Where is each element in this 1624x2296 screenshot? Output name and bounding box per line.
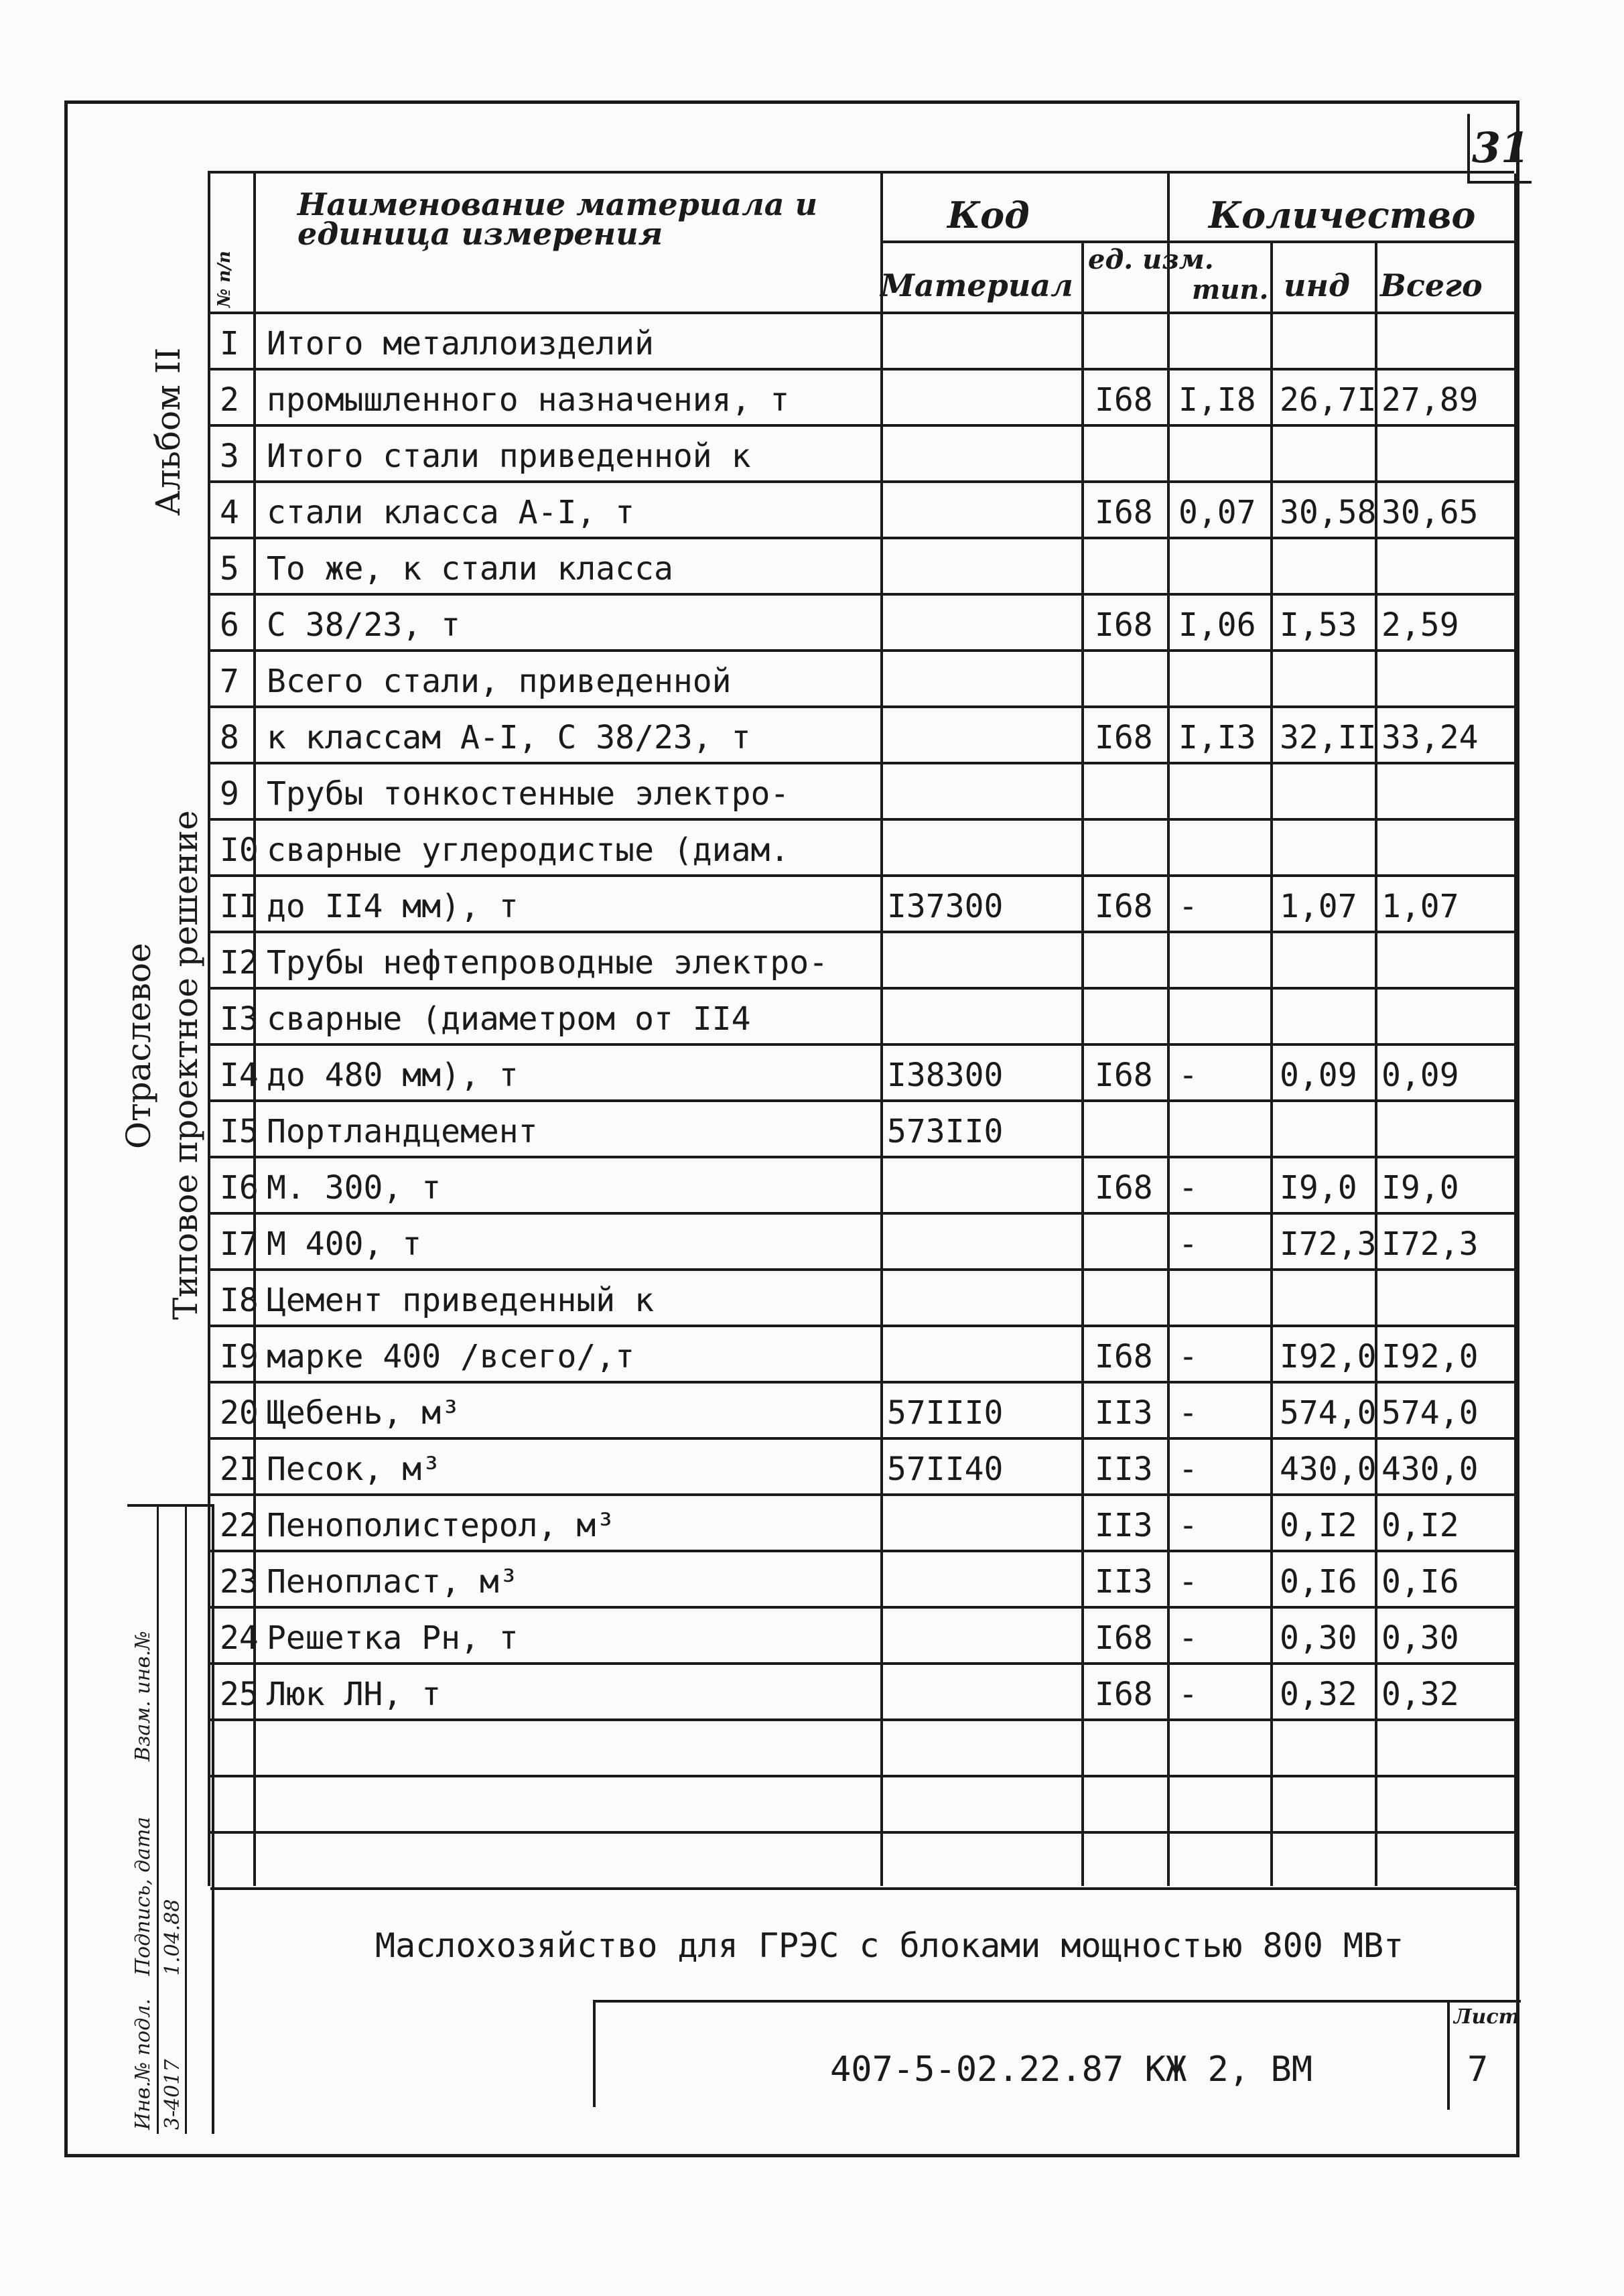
row-total-qty: 430,0 — [1381, 1450, 1479, 1488]
row-name: Всего стали, приведенной — [267, 663, 732, 700]
side-inv-value: 3-4017 — [161, 2059, 184, 2130]
table-row — [210, 1046, 1517, 1102]
row-number: 4 — [220, 494, 239, 531]
row-number: 7 — [220, 663, 239, 700]
row-unit: I68 — [1095, 888, 1153, 925]
table-row — [210, 1496, 1517, 1552]
table-row — [210, 427, 1517, 483]
table-row — [210, 1383, 1517, 1440]
table-row — [210, 1102, 1517, 1158]
row-number: I9 — [220, 1338, 259, 1375]
row-unit: I68 — [1095, 1057, 1153, 1094]
row-typical-qty: - — [1178, 1507, 1198, 1544]
row-number: I2 — [220, 944, 259, 982]
table-row-empty — [210, 1721, 1517, 1777]
row-number: 9 — [220, 775, 239, 813]
header-code: Код — [947, 194, 1030, 237]
table-row — [210, 1665, 1517, 1721]
side-date-value: 1.04.88 — [161, 1899, 184, 1976]
row-typical-qty: - — [1178, 1450, 1198, 1488]
document-code: 407-5-02.22.87 КЖ 2, ВМ — [830, 2049, 1313, 2090]
row-number: 3 — [220, 437, 239, 475]
row-name: М. 300, т — [267, 1169, 442, 1207]
side-stamp-line — [157, 1507, 159, 2134]
row-name: стали класса А-I, т — [267, 494, 635, 531]
row-typical-qty: 0,07 — [1178, 494, 1256, 531]
row-typical-qty: - — [1178, 1225, 1198, 1263]
row-number: I6 — [220, 1169, 259, 1207]
row-number: 24 — [220, 1619, 259, 1657]
row-name: С 38/23, т — [267, 606, 460, 644]
materials-table — [208, 171, 1514, 1886]
table-row — [210, 1440, 1517, 1496]
sheet-box — [1447, 2003, 1521, 2110]
table-row — [210, 483, 1517, 539]
page-number: 31 — [1467, 114, 1532, 184]
row-typical-qty: - — [1178, 1676, 1198, 1713]
table-row — [210, 877, 1517, 933]
row-individual-qty: 574,0 — [1280, 1394, 1377, 1432]
row-name: до 480 мм), т — [267, 1057, 519, 1094]
table-row — [210, 370, 1517, 427]
row-number: 20 — [220, 1394, 259, 1432]
table-row-empty — [210, 1777, 1517, 1834]
row-name: Итого стали приведенной к — [267, 437, 751, 475]
row-number: I0 — [220, 831, 259, 869]
row-unit: I68 — [1095, 1619, 1153, 1657]
row-unit: I68 — [1095, 1676, 1153, 1713]
row-typical-qty: I,I8 — [1178, 381, 1256, 419]
table-body — [210, 314, 1517, 1890]
row-total-qty: 0,I6 — [1381, 1563, 1459, 1601]
table-row — [210, 539, 1517, 596]
side-sign-label: Подпись, дата — [131, 1816, 155, 1976]
row-typical-qty: - — [1178, 1394, 1198, 1432]
row-material-code: I37300 — [887, 888, 1004, 925]
row-individual-qty: 0,09 — [1280, 1057, 1357, 1094]
side-inv-label: Инв.№ подл. — [131, 1999, 155, 2130]
header-tip: тип. — [1192, 274, 1269, 306]
row-unit: II3 — [1095, 1563, 1153, 1601]
title-stamp — [593, 2000, 1521, 2107]
row-typical-qty: I,06 — [1178, 606, 1256, 644]
row-number: 6 — [220, 606, 239, 644]
row-material-code: I38300 — [887, 1057, 1004, 1094]
row-individual-qty: 0,I2 — [1280, 1507, 1357, 1544]
row-individual-qty: 430,0 — [1280, 1450, 1377, 1488]
row-name: Портландцемент — [267, 1113, 538, 1150]
table-row — [210, 1215, 1517, 1271]
row-individual-qty: 0,I6 — [1280, 1563, 1357, 1601]
row-number: I4 — [220, 1057, 259, 1094]
side-stamp — [127, 1504, 214, 2134]
row-name: сварные углеродистые (диам. — [267, 831, 790, 869]
table-row — [210, 1327, 1517, 1383]
row-typical-qty: - — [1178, 1338, 1198, 1375]
row-number: I5 — [220, 1113, 259, 1150]
row-individual-qty: I72,3 — [1280, 1225, 1377, 1263]
row-total-qty: 0,09 — [1381, 1057, 1459, 1094]
row-number: 25 — [220, 1676, 259, 1713]
row-name: сварные (диаметром от II4 — [267, 1000, 751, 1038]
row-typical-qty: - — [1178, 1619, 1198, 1657]
row-name: Решетка Рн, т — [267, 1619, 519, 1657]
header-material: Материал — [880, 267, 1073, 303]
row-name: Щебень, м³ — [267, 1394, 460, 1432]
row-name: до II4 мм), т — [267, 888, 519, 925]
header-ind: инд — [1284, 267, 1350, 303]
row-name: Итого металлоизделий — [267, 325, 654, 362]
table-row — [210, 1271, 1517, 1327]
row-name: То же, к стали класса — [267, 550, 673, 588]
row-unit: I68 — [1095, 1338, 1153, 1375]
row-name: марке 400 /всего/,т — [267, 1338, 635, 1375]
header-total: Всего — [1380, 267, 1483, 303]
row-name: Люк ЛН, т — [267, 1676, 442, 1713]
row-material-code: 57III0 — [887, 1394, 1004, 1432]
row-name: Пенопласт, м³ — [267, 1563, 519, 1601]
row-total-qty: 0,I2 — [1381, 1507, 1459, 1544]
row-individual-qty: 1,07 — [1280, 888, 1357, 925]
table-row — [210, 314, 1517, 370]
row-typical-qty: - — [1178, 1169, 1198, 1207]
row-total-qty: 27,89 — [1381, 381, 1479, 419]
row-total-qty: I72,3 — [1381, 1225, 1479, 1263]
row-total-qty: 2,59 — [1381, 606, 1459, 644]
table-row — [210, 1552, 1517, 1609]
table-row — [210, 933, 1517, 990]
header-name: Наименование материала и единица измерения — [297, 186, 818, 252]
row-number: 2 — [220, 381, 239, 419]
row-number: 23 — [220, 1563, 259, 1601]
table-row — [210, 990, 1517, 1046]
row-total-qty: 0,30 — [1381, 1619, 1459, 1657]
row-unit: I68 — [1095, 606, 1153, 644]
row-individual-qty: 0,32 — [1280, 1676, 1357, 1713]
table-row — [210, 708, 1517, 764]
row-total-qty: 574,0 — [1381, 1394, 1479, 1432]
row-total-qty: I9,0 — [1381, 1169, 1459, 1207]
row-individual-qty: I92,0 — [1280, 1338, 1377, 1375]
row-unit: I68 — [1095, 381, 1153, 419]
row-unit: II3 — [1095, 1394, 1153, 1432]
row-name: к классам А-I, С 38/23, т — [267, 719, 751, 756]
row-typical-qty: - — [1178, 888, 1198, 925]
table-row — [210, 596, 1517, 652]
row-total-qty: I92,0 — [1381, 1338, 1479, 1375]
row-unit: I68 — [1095, 719, 1153, 756]
org-label: Отраслевое — [119, 943, 158, 1149]
row-typical-qty: - — [1178, 1563, 1198, 1601]
row-individual-qty: 30,58 — [1280, 494, 1377, 531]
project-title: Маслохозяйство для ГРЭС с блоками мощностью 800 МВт — [375, 1926, 1404, 1965]
row-total-qty: 30,65 — [1381, 494, 1479, 531]
sheet-label: Лист — [1454, 2005, 1520, 2029]
row-typical-qty: - — [1178, 1057, 1198, 1094]
type-label: Типовое проектное решение — [166, 810, 205, 1320]
row-unit: II3 — [1095, 1450, 1153, 1488]
row-total-qty: 33,24 — [1381, 719, 1479, 756]
row-name: Песок, м³ — [267, 1450, 442, 1488]
table-row — [210, 1158, 1517, 1215]
header-num: № п/п — [214, 251, 234, 308]
side-stamp-line — [185, 1507, 187, 2134]
row-individual-qty: I,53 — [1280, 606, 1357, 644]
table-row — [210, 652, 1517, 708]
row-number: 22 — [220, 1507, 259, 1544]
header-unit: ед. изм. — [1088, 244, 1214, 275]
row-material-code: 573II0 — [887, 1113, 1004, 1150]
row-individual-qty: I9,0 — [1280, 1169, 1357, 1207]
row-name: промышленного назначения, т — [267, 381, 790, 419]
header-divider — [880, 241, 1517, 243]
row-individual-qty: 0,30 — [1280, 1619, 1357, 1657]
row-number: II — [220, 888, 259, 925]
row-number: 2I — [220, 1450, 259, 1488]
row-unit: I68 — [1095, 1169, 1153, 1207]
table-row — [210, 1609, 1517, 1665]
row-name: Трубы нефтепроводные электро- — [267, 944, 829, 982]
side-replace-label: Взам. инв.№ — [131, 1631, 155, 1761]
row-individual-qty: 32,II — [1280, 719, 1377, 756]
row-name: М 400, т — [267, 1225, 422, 1263]
row-individual-qty: 26,7I — [1280, 381, 1377, 419]
row-name: Цемент приведенный к — [267, 1282, 654, 1319]
row-number: I7 — [220, 1225, 259, 1263]
row-typical-qty: I,I3 — [1178, 719, 1256, 756]
row-number: I8 — [220, 1282, 259, 1319]
header-quantity: Количество — [1209, 194, 1476, 237]
row-number: 5 — [220, 550, 239, 588]
row-number: 8 — [220, 719, 239, 756]
row-total-qty: 0,32 — [1381, 1676, 1459, 1713]
row-number: I — [220, 325, 239, 362]
table-row — [210, 821, 1517, 877]
sheet-number: 7 — [1467, 2049, 1489, 2090]
row-total-qty: 1,07 — [1381, 888, 1459, 925]
album-label: Альбом II — [149, 347, 188, 516]
row-name: Трубы тонкостенные электро- — [267, 775, 790, 813]
row-number: I3 — [220, 1000, 259, 1038]
row-material-code: 57II40 — [887, 1450, 1004, 1488]
table-row-empty — [210, 1834, 1517, 1890]
table-row — [210, 764, 1517, 821]
row-name: Пенополистерол, м³ — [267, 1507, 616, 1544]
row-unit: I68 — [1095, 494, 1153, 531]
row-unit: II3 — [1095, 1507, 1153, 1544]
